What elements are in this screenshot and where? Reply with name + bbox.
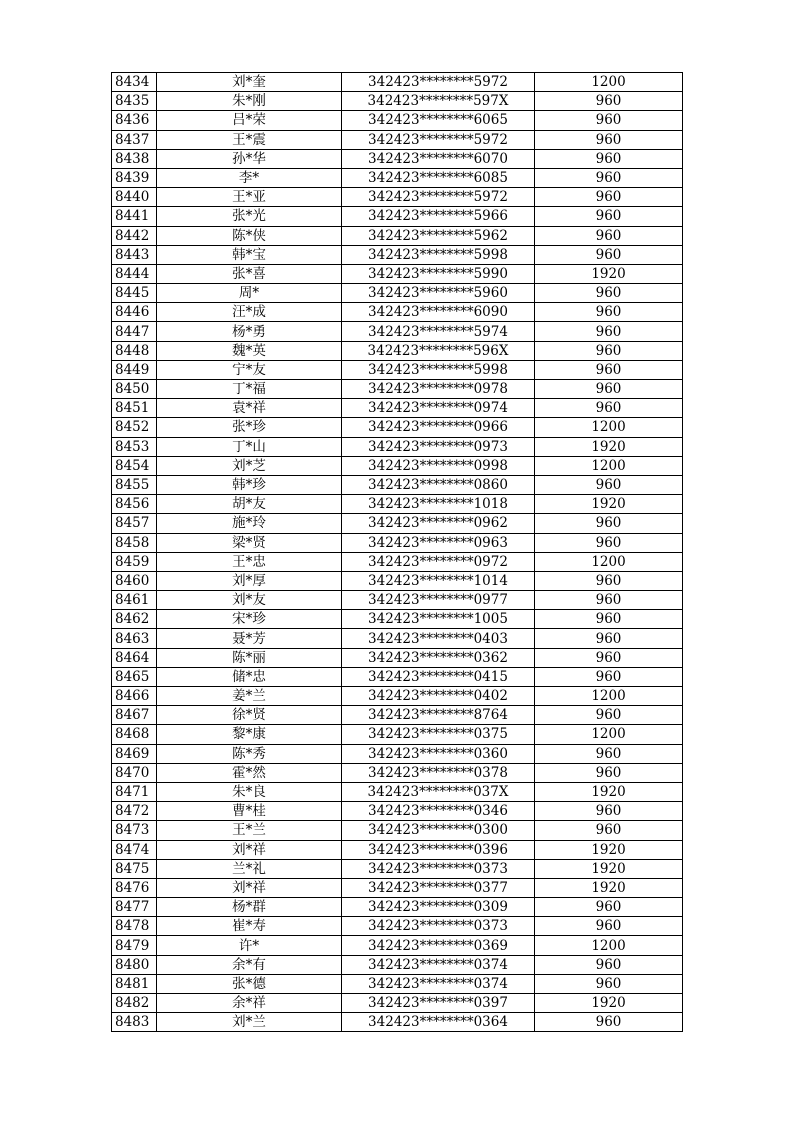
row-number-cell: 8463	[112, 629, 157, 648]
table-row	[112, 744, 683, 763]
table-row	[112, 341, 683, 360]
row-number-cell: 8475	[112, 859, 157, 878]
table-row	[112, 475, 683, 494]
row-number-cell: 8467	[112, 706, 157, 725]
row-number-cell: 8452	[112, 418, 157, 437]
row-number-cell: 8436	[112, 111, 157, 130]
table-row	[112, 552, 683, 571]
row-number-cell: 8478	[112, 917, 157, 936]
table-row	[112, 610, 683, 629]
row-number-cell: 8473	[112, 821, 157, 840]
id-number-cell: 342423********1014	[342, 571, 535, 590]
id-number-cell: 342423********0403	[342, 629, 535, 648]
table-row	[112, 456, 683, 475]
table-row	[112, 725, 683, 744]
row-number-cell: 8451	[112, 399, 157, 418]
person-name-cell: 储*忠	[157, 667, 342, 686]
id-number-cell: 342423********5962	[342, 226, 535, 245]
person-name-cell: 李*	[157, 168, 342, 187]
id-number-cell: 342423********0860	[342, 475, 535, 494]
table-row	[112, 878, 683, 897]
table-row	[112, 821, 683, 840]
amount-cell: 1200	[535, 456, 683, 475]
row-number-cell: 8474	[112, 840, 157, 859]
id-number-cell: 342423********0300	[342, 821, 535, 840]
amount-cell: 960	[535, 591, 683, 610]
amount-cell: 960	[535, 514, 683, 533]
amount-cell: 960	[535, 648, 683, 667]
person-name-cell: 袁*祥	[157, 399, 342, 418]
person-name-cell: 姜*兰	[157, 687, 342, 706]
row-number-cell: 8453	[112, 437, 157, 456]
row-number-cell: 8466	[112, 687, 157, 706]
person-name-cell: 许*	[157, 936, 342, 955]
table-row	[112, 264, 683, 283]
amount-cell: 960	[535, 303, 683, 322]
amount-cell: 1200	[535, 73, 683, 92]
table-row	[112, 360, 683, 379]
id-number-cell: 342423********5998	[342, 360, 535, 379]
person-name-cell: 杨*群	[157, 898, 342, 917]
id-number-cell: 342423********596X	[342, 341, 535, 360]
person-name-cell: 刘*兰	[157, 1013, 342, 1032]
table-row	[112, 168, 683, 187]
amount-cell: 960	[535, 744, 683, 763]
amount-cell: 960	[535, 111, 683, 130]
amount-cell: 960	[535, 533, 683, 552]
person-name-cell: 汪*成	[157, 303, 342, 322]
person-name-cell: 刘*芝	[157, 456, 342, 475]
amount-cell: 960	[535, 360, 683, 379]
amount-cell: 960	[535, 399, 683, 418]
table-row	[112, 73, 683, 92]
amount-cell: 960	[535, 610, 683, 629]
row-number-cell: 8440	[112, 188, 157, 207]
table-row	[112, 226, 683, 245]
table-row	[112, 994, 683, 1013]
amount-cell: 960	[535, 92, 683, 111]
row-number-cell: 8483	[112, 1013, 157, 1032]
table-row	[112, 322, 683, 341]
id-number-cell: 342423********0978	[342, 380, 535, 399]
id-number-cell: 342423********0396	[342, 840, 535, 859]
id-number-cell: 342423********0973	[342, 437, 535, 456]
id-number-cell: 342423********0415	[342, 667, 535, 686]
id-number-cell: 342423********5974	[342, 322, 535, 341]
id-number-cell: 342423********0364	[342, 1013, 535, 1032]
id-number-cell: 342423********0377	[342, 878, 535, 897]
person-name-cell: 韩*宝	[157, 245, 342, 264]
table-row	[112, 130, 683, 149]
person-name-cell: 刘*祥	[157, 878, 342, 897]
amount-cell: 1920	[535, 878, 683, 897]
id-number-cell: 342423********6090	[342, 303, 535, 322]
table-row	[112, 917, 683, 936]
row-number-cell: 8472	[112, 802, 157, 821]
row-number-cell: 8470	[112, 763, 157, 782]
row-number-cell: 8480	[112, 955, 157, 974]
table-row	[112, 706, 683, 725]
person-name-cell: 张*德	[157, 974, 342, 993]
person-name-cell: 陈*丽	[157, 648, 342, 667]
row-number-cell: 8443	[112, 245, 157, 264]
table-row	[112, 437, 683, 456]
table-row	[112, 514, 683, 533]
person-name-cell: 朱*良	[157, 782, 342, 801]
person-name-cell: 张*喜	[157, 264, 342, 283]
id-number-cell: 342423********6070	[342, 149, 535, 168]
id-number-cell: 342423********0374	[342, 974, 535, 993]
amount-cell: 1200	[535, 936, 683, 955]
table-row	[112, 974, 683, 993]
person-name-cell: 王*兰	[157, 821, 342, 840]
row-number-cell: 8449	[112, 360, 157, 379]
row-number-cell: 8461	[112, 591, 157, 610]
id-number-cell: 342423********0373	[342, 859, 535, 878]
person-name-cell: 刘*祥	[157, 840, 342, 859]
row-number-cell: 8437	[112, 130, 157, 149]
table-row	[112, 188, 683, 207]
amount-cell: 960	[535, 802, 683, 821]
amount-cell: 1920	[535, 782, 683, 801]
person-name-cell: 朱*刚	[157, 92, 342, 111]
amount-cell: 960	[535, 821, 683, 840]
id-number-cell: 342423********0362	[342, 648, 535, 667]
amount-cell: 960	[535, 898, 683, 917]
row-number-cell: 8434	[112, 73, 157, 92]
row-number-cell: 8455	[112, 475, 157, 494]
person-name-cell: 余*祥	[157, 994, 342, 1013]
id-number-cell: 342423********0977	[342, 591, 535, 610]
person-name-cell: 周*	[157, 284, 342, 303]
person-name-cell: 王*忠	[157, 552, 342, 571]
person-name-cell: 韩*珍	[157, 475, 342, 494]
row-number-cell: 8446	[112, 303, 157, 322]
table-row	[112, 591, 683, 610]
person-name-cell: 黎*康	[157, 725, 342, 744]
table-row	[112, 207, 683, 226]
person-name-cell: 余*有	[157, 955, 342, 974]
id-number-cell: 342423********0378	[342, 763, 535, 782]
person-name-cell: 吕*荣	[157, 111, 342, 130]
person-name-cell: 王*亚	[157, 188, 342, 207]
person-name-cell: 刘*厚	[157, 571, 342, 590]
row-number-cell: 8458	[112, 533, 157, 552]
row-number-cell: 8454	[112, 456, 157, 475]
person-name-cell: 陈*侠	[157, 226, 342, 245]
id-number-cell: 342423********0374	[342, 955, 535, 974]
amount-cell: 1200	[535, 552, 683, 571]
amount-cell: 960	[535, 955, 683, 974]
id-number-cell: 342423********0346	[342, 802, 535, 821]
amount-cell: 960	[535, 226, 683, 245]
row-number-cell: 8459	[112, 552, 157, 571]
person-name-cell: 梁*贤	[157, 533, 342, 552]
table-row	[112, 1013, 683, 1032]
row-number-cell: 8471	[112, 782, 157, 801]
amount-cell: 1200	[535, 418, 683, 437]
row-number-cell: 8479	[112, 936, 157, 955]
row-number-cell: 8465	[112, 667, 157, 686]
row-number-cell: 8439	[112, 168, 157, 187]
table-row	[112, 303, 683, 322]
person-name-cell: 王*震	[157, 130, 342, 149]
table-row	[112, 687, 683, 706]
person-name-cell: 徐*贤	[157, 706, 342, 725]
table-row	[112, 648, 683, 667]
id-number-cell: 342423********037X	[342, 782, 535, 801]
amount-cell: 1200	[535, 687, 683, 706]
id-number-cell: 342423********0402	[342, 687, 535, 706]
amount-cell: 960	[535, 974, 683, 993]
amount-cell: 960	[535, 763, 683, 782]
id-number-cell: 342423********1005	[342, 610, 535, 629]
amount-cell: 1200	[535, 725, 683, 744]
table-row	[112, 533, 683, 552]
row-number-cell: 8456	[112, 495, 157, 514]
id-number-cell: 342423********5972	[342, 188, 535, 207]
table-row	[112, 629, 683, 648]
person-name-cell: 张*光	[157, 207, 342, 226]
row-number-cell: 8445	[112, 284, 157, 303]
amount-cell: 960	[535, 188, 683, 207]
row-number-cell: 8476	[112, 878, 157, 897]
id-number-cell: 342423********0972	[342, 552, 535, 571]
row-number-cell: 8442	[112, 226, 157, 245]
table-row	[112, 898, 683, 917]
id-number-cell: 342423********0309	[342, 898, 535, 917]
table-row	[112, 955, 683, 974]
person-name-cell: 霍*然	[157, 763, 342, 782]
id-number-cell: 342423********0360	[342, 744, 535, 763]
person-name-cell: 曹*桂	[157, 802, 342, 821]
table-row	[112, 284, 683, 303]
amount-cell: 960	[535, 245, 683, 264]
id-number-cell: 342423********5990	[342, 264, 535, 283]
row-number-cell: 8438	[112, 149, 157, 168]
amount-cell: 960	[535, 475, 683, 494]
amount-cell: 960	[535, 706, 683, 725]
table-row	[112, 380, 683, 399]
id-number-cell: 342423********5966	[342, 207, 535, 226]
row-number-cell: 8469	[112, 744, 157, 763]
amount-cell: 1920	[535, 859, 683, 878]
subsidy-table	[111, 72, 683, 1032]
row-number-cell: 8444	[112, 264, 157, 283]
id-number-cell: 342423********5972	[342, 130, 535, 149]
row-number-cell: 8462	[112, 610, 157, 629]
amount-cell: 1920	[535, 495, 683, 514]
table-row	[112, 245, 683, 264]
table-row	[112, 859, 683, 878]
person-name-cell: 刘*友	[157, 591, 342, 610]
row-number-cell: 8460	[112, 571, 157, 590]
table-row	[112, 92, 683, 111]
id-number-cell: 342423********0998	[342, 456, 535, 475]
amount-cell: 960	[535, 380, 683, 399]
id-number-cell: 342423********8764	[342, 706, 535, 725]
id-number-cell: 342423********6085	[342, 168, 535, 187]
table-row	[112, 840, 683, 859]
id-number-cell: 342423********0369	[342, 936, 535, 955]
amount-cell: 960	[535, 130, 683, 149]
id-number-cell: 342423********0373	[342, 917, 535, 936]
person-name-cell: 施*玲	[157, 514, 342, 533]
id-number-cell: 342423********0966	[342, 418, 535, 437]
person-name-cell: 胡*友	[157, 495, 342, 514]
row-number-cell: 8468	[112, 725, 157, 744]
person-name-cell: 孙*华	[157, 149, 342, 168]
amount-cell: 960	[535, 571, 683, 590]
id-number-cell: 342423********0397	[342, 994, 535, 1013]
amount-cell: 960	[535, 322, 683, 341]
person-name-cell: 陈*秀	[157, 744, 342, 763]
id-number-cell: 342423********1018	[342, 495, 535, 514]
id-number-cell: 342423********0974	[342, 399, 535, 418]
table-row	[112, 399, 683, 418]
person-name-cell: 魏*英	[157, 341, 342, 360]
person-name-cell: 宁*友	[157, 360, 342, 379]
row-number-cell: 8482	[112, 994, 157, 1013]
id-number-cell: 342423********5972	[342, 73, 535, 92]
amount-cell: 960	[535, 168, 683, 187]
id-number-cell: 342423********6065	[342, 111, 535, 130]
amount-cell: 1920	[535, 840, 683, 859]
amount-cell: 960	[535, 284, 683, 303]
row-number-cell: 8441	[112, 207, 157, 226]
table-body	[112, 73, 683, 1032]
row-number-cell: 8477	[112, 898, 157, 917]
row-number-cell: 8450	[112, 380, 157, 399]
person-name-cell: 兰*礼	[157, 859, 342, 878]
amount-cell: 960	[535, 1013, 683, 1032]
amount-cell: 1920	[535, 264, 683, 283]
amount-cell: 1920	[535, 437, 683, 456]
row-number-cell: 8435	[112, 92, 157, 111]
row-number-cell: 8448	[112, 341, 157, 360]
table-row	[112, 763, 683, 782]
id-number-cell: 342423********0963	[342, 533, 535, 552]
amount-cell: 960	[535, 341, 683, 360]
row-number-cell: 8464	[112, 648, 157, 667]
subsidy-table-container	[111, 72, 683, 1032]
person-name-cell: 聂*芳	[157, 629, 342, 648]
id-number-cell: 342423********0962	[342, 514, 535, 533]
table-row	[112, 667, 683, 686]
person-name-cell: 杨*勇	[157, 322, 342, 341]
amount-cell: 960	[535, 207, 683, 226]
row-number-cell: 8457	[112, 514, 157, 533]
row-number-cell: 8447	[112, 322, 157, 341]
person-name-cell: 丁*山	[157, 437, 342, 456]
id-number-cell: 342423********5960	[342, 284, 535, 303]
person-name-cell: 丁*福	[157, 380, 342, 399]
table-row	[112, 111, 683, 130]
table-row	[112, 418, 683, 437]
id-number-cell: 342423********597X	[342, 92, 535, 111]
id-number-cell: 342423********0375	[342, 725, 535, 744]
table-row	[112, 571, 683, 590]
table-row	[112, 495, 683, 514]
person-name-cell: 宋*珍	[157, 610, 342, 629]
table-row	[112, 149, 683, 168]
table-row	[112, 782, 683, 801]
id-number-cell: 342423********5998	[342, 245, 535, 264]
table-row	[112, 936, 683, 955]
person-name-cell: 张*珍	[157, 418, 342, 437]
amount-cell: 1920	[535, 994, 683, 1013]
person-name-cell: 崔*寿	[157, 917, 342, 936]
person-name-cell: 刘*奎	[157, 73, 342, 92]
amount-cell: 960	[535, 149, 683, 168]
amount-cell: 960	[535, 667, 683, 686]
table-row	[112, 802, 683, 821]
row-number-cell: 8481	[112, 974, 157, 993]
amount-cell: 960	[535, 629, 683, 648]
amount-cell: 960	[535, 917, 683, 936]
